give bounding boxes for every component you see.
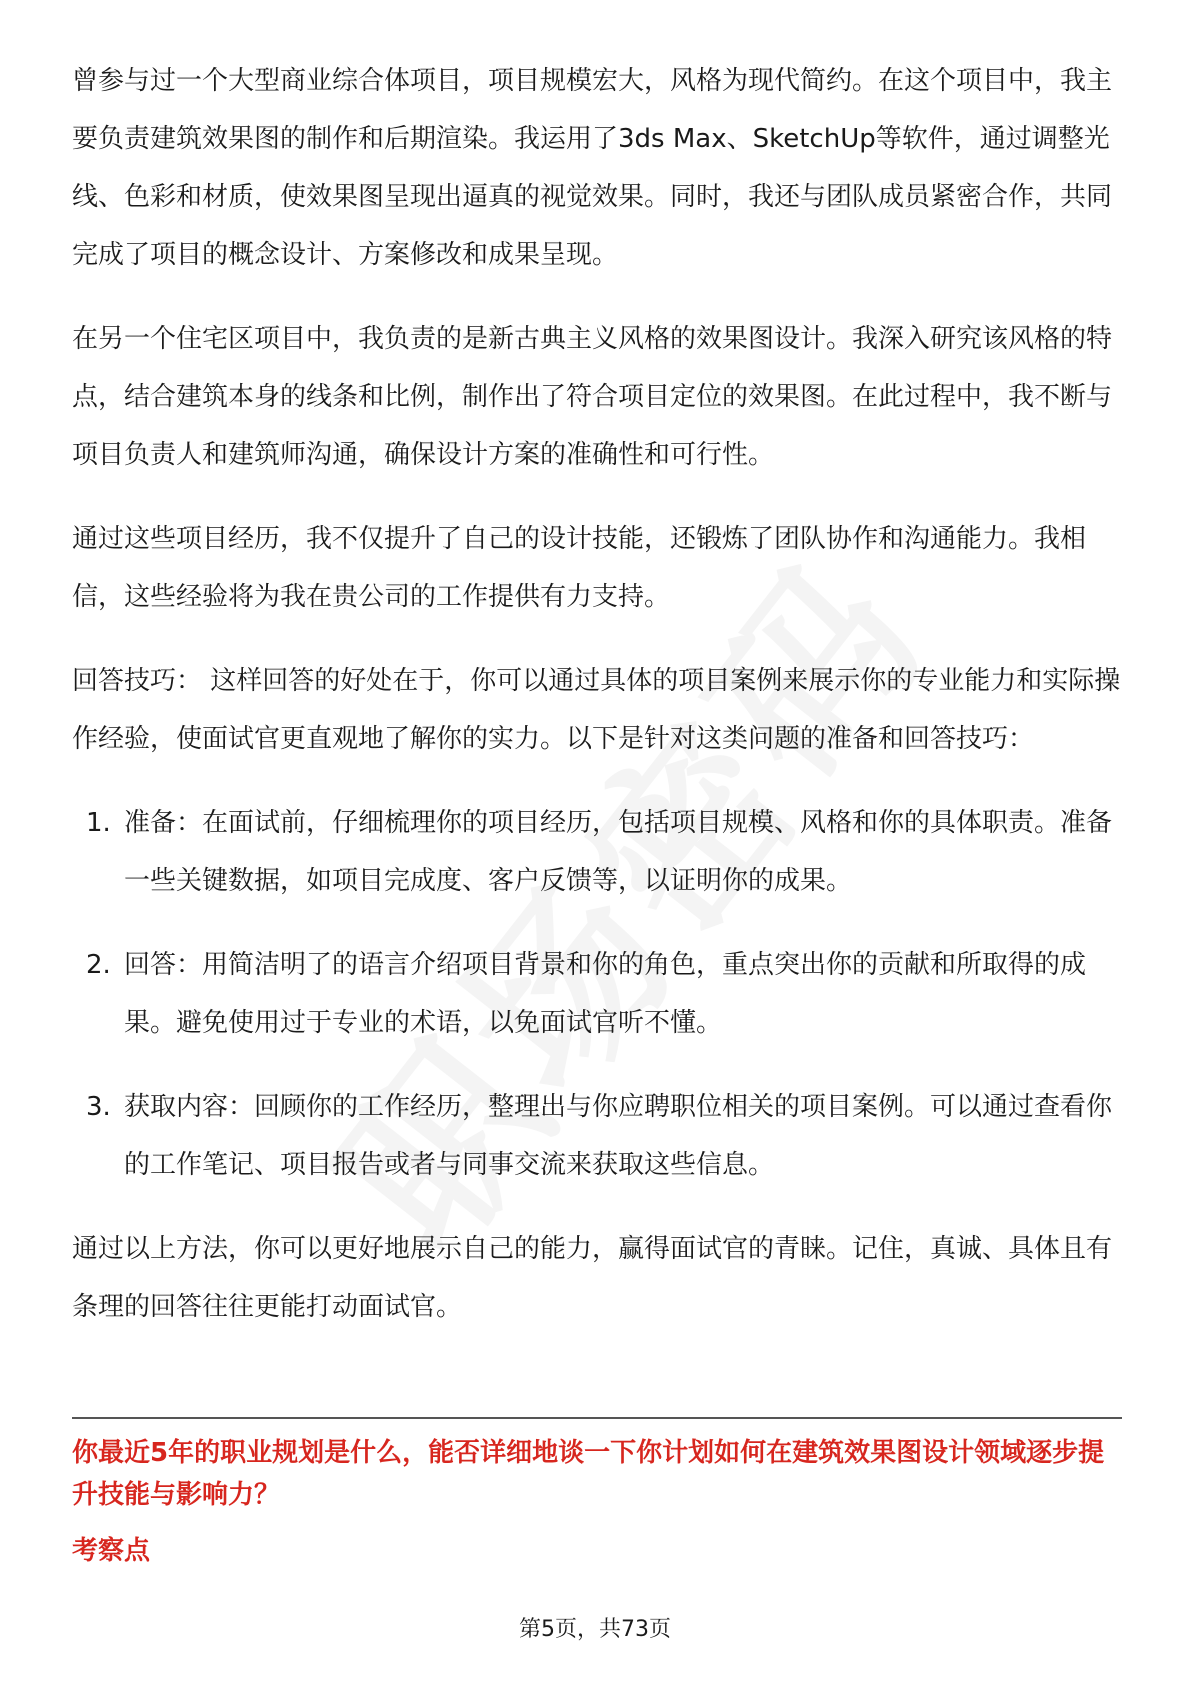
list-item	[72, 1078, 1122, 1194]
tips-list	[72, 794, 1122, 1194]
page-footer: 第5页，共73页	[519, 1617, 671, 1642]
list-item-number: 2.	[86, 950, 111, 980]
list-item-text: 获取内容：回顾你的工作经历，整理出与你应聘职位相关的项目案例。可以通过查看你的工作笔记、项目报告或者与同事交流来获取这些信息。	[124, 1092, 1113, 1180]
paragraph-project-1: 曾参与过一个大型商业综合体项目，项目规模宏大，风格为现代简约。在这个项目中，我主要负责建筑效果图的制作和后期渲染。我运用了3ds Max、SketchUp等软件，通过调整光线、色彩和材质，使效果图呈现出逼真的视觉效果。同时，我还与团队成员紧密合作，共同完成了项目的概念设计、方案修改和成果呈现。	[72, 66, 1113, 270]
list-item	[72, 936, 1122, 1052]
paragraph-closing: 通过以上方法，你可以更好地展示自己的能力，赢得面试官的青睐。记住，真诚、具体且有条理的回答往往更能打动面试官。	[72, 1234, 1113, 1322]
list-item-number: 1.	[86, 808, 111, 838]
list-item-text: 回答：用简洁明了的语言介绍项目背景和你的角色，重点突出你的贡献和所取得的成果。避免使用过于专业的术语，以免面试官听不懂。	[124, 950, 1087, 1038]
paragraph-answer-tips: 回答技巧： 这样回答的好处在于，你可以通过具体的项目案例来展示你的专业能力和实际操作经验，使面试官更直观地了解你的实力。以下是针对这类问题的准备和回答技巧：	[72, 666, 1121, 754]
section-label: 考察点	[72, 1536, 151, 1566]
list-item-number: 3.	[86, 1092, 111, 1122]
list-item	[72, 794, 1122, 910]
section-divider	[72, 1417, 1122, 1419]
paragraph-summary: 通过这些项目经历，我不仅提升了自己的设计技能，还锻炼了团队协作和沟通能力。我相信，这些经验将为我在贵公司的工作提供有力支持。	[72, 524, 1087, 612]
interview-question: 你最近5年的职业规划是什么，能否详细地谈一下你计划如何在建筑效果图设计领域逐步提升技能与影响力？	[72, 1438, 1105, 1510]
paragraph-project-2: 在另一个住宅区项目中，我负责的是新古典主义风格的效果图设计。我深入研究该风格的特点，结合建筑本身的线条和比例，制作出了符合项目定位的效果图。在此过程中，我不断与项目负责人和建筑师沟通，确保设计方案的准确性和可行性。	[72, 324, 1113, 470]
document-body	[72, 52, 1122, 1362]
list-item-text: 准备：在面试前，仔细梳理你的项目经历，包括项目规模、风格和你的具体职责。准备一些关键数据，如项目完成度、客户反馈等，以证明你的成果。	[124, 808, 1113, 896]
